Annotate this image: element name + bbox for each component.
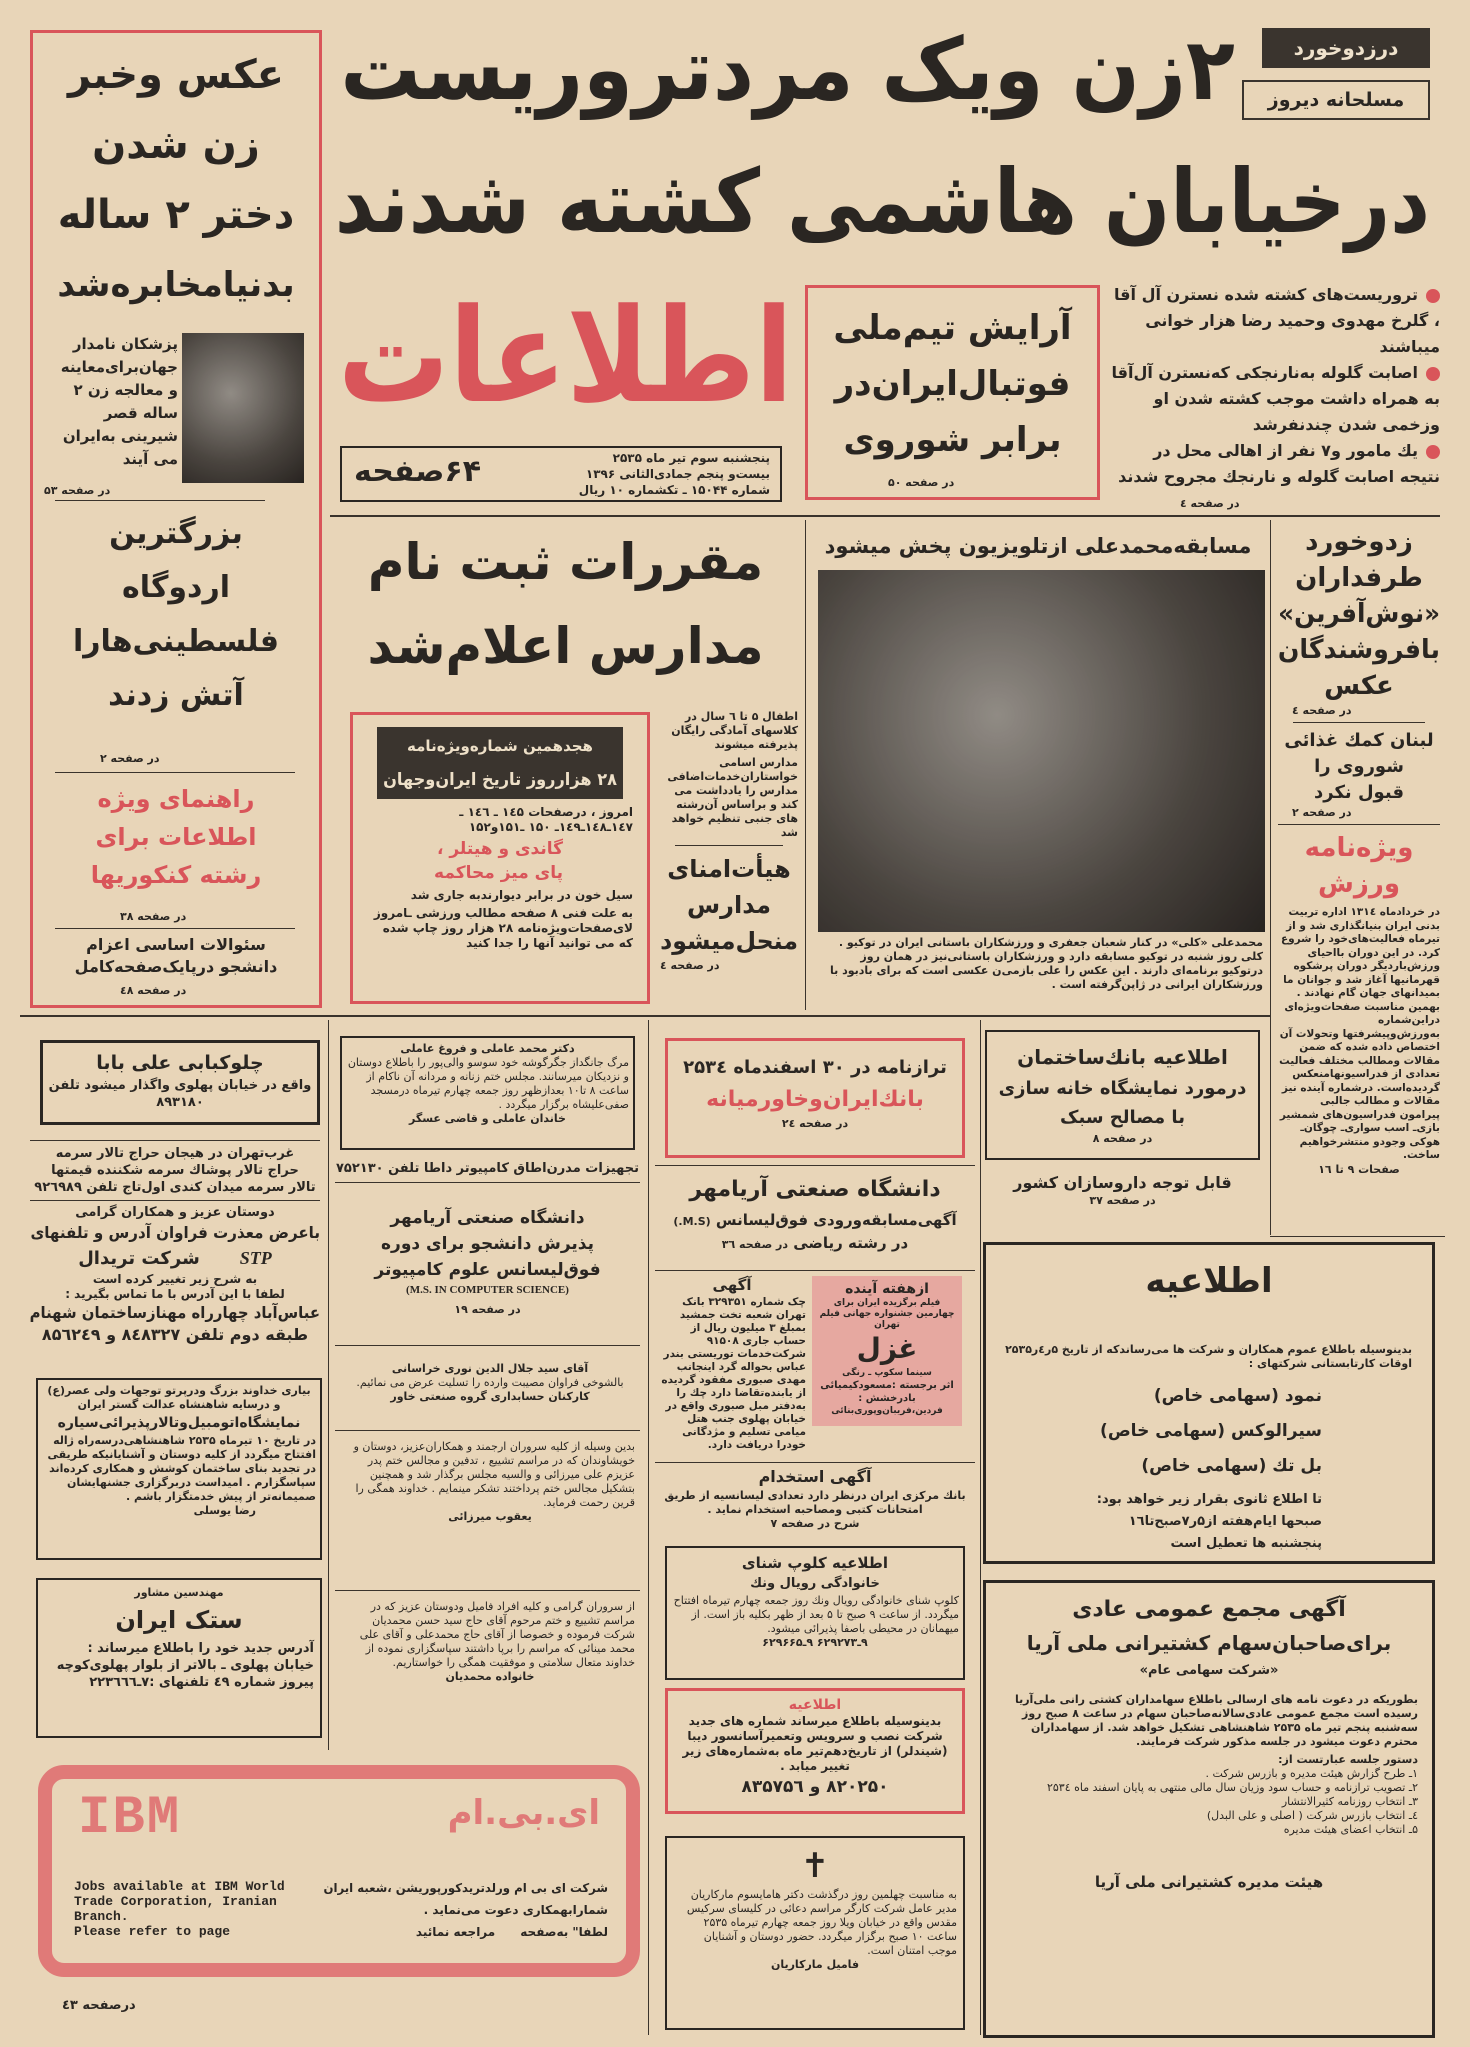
football-box (805, 285, 1100, 500)
ad-line: بانك‌ایران‌وخاورمیانه (706, 1087, 924, 1112)
memorial-ad (665, 1836, 965, 2030)
ad-line: فیلم برگزیده ایران برای چهارمین جشنواره جهانی فیلم تهران (819, 1298, 955, 1330)
ad-body: آدرس جدید خود را باطلاع میرساند : خیابان پهلوی ـ بالاتر از بلوار پهلوی‌کوچه پیروز شماره ٤۹ تلفنهای :۷ـ۲۲۳٦٦٦ (56, 1641, 314, 1690)
ad-body: مرگ جانگداز جگرگوشه خود سوسو والی‌پور را باطلاع دوستان و نزدیکان میرسانند. مجلس ختم زنانه و مردانه آن ناکام از ساعت ۸ تا۱۰ بعدازظهر روز جمعه چهارم تیرماه درمسجد صفی‌علیشاه برگزار میگردد . (347, 1056, 629, 1111)
ad-title: اطلاعیه کلوپ شنای (741, 1554, 889, 1572)
ad-line: سینما سکوپ ـ رنگی (842, 1368, 932, 1378)
divider (980, 1020, 981, 2035)
divider (335, 1182, 640, 1183)
aryamehr-ms-ad (335, 1205, 640, 1323)
headline-line: اردوگاه (121, 570, 231, 605)
agenda-item: ۳ـ انتخاب روزنامه کثیرالانتشار (1281, 1795, 1418, 1808)
fight-headline (1278, 524, 1440, 704)
special-pages (367, 805, 633, 835)
sport-body: در خردادماه ۱۳۱٤ اداره تربیت بدنی ایران بنیانگذاری شد و از تیرماه فعالیت‌های‌خود را شروع کرد. در این دوران بااحیای ورزش‌باردیگر دوران پرشکوه قهرمانیها آغاز شد و جوانان ما بمیدانهای جهان گام نهادند . بهمین مناسبت صفحات‌ویژه‌ای دراین‌شماره به‌ورزش‌وپیشرفتها وتحولات آن اختصاص داده شده که ضمن مقالات ومطالب مختلف فعالیت تعدادی از فدراسیونهامنعکس گردیده‌است. درشماره آینده نیز مقالات و مطالب جالبی پیرامون فدراسیون‌های شمشیر بازی‌ـ اسب سواری‌ـ چوگان‌ـ هوکی وجودو منتشرخواهیم ساخت. (1279, 906, 1440, 1161)
ad-sign: هیئت مدیره کشتیرانی ملی آریا (1094, 1873, 1324, 1891)
special-issue-box (350, 712, 650, 1004)
headline-line: دانشجو درپایک‌صفحه‌کامل (74, 957, 278, 976)
kicker-box: درزدوخورد (1262, 28, 1430, 68)
divider (1270, 1236, 1445, 1237)
ad-line: تالار سرمه میدان کندی اول‌تاج تلفن ۹۲٦۹۸۹ (34, 1180, 316, 1195)
headline-line: زن شدن (92, 122, 260, 168)
red-line: گاندی و هیتلر ، (436, 839, 563, 859)
company-name: نمود (سهامی خاص) (1153, 1386, 1322, 1406)
headline-line: قبول نکرد (1314, 782, 1404, 803)
ad-line: آقای سید جلال الدین نوری خراسانی (391, 1362, 589, 1375)
divider (328, 1020, 329, 1750)
divider (648, 1020, 649, 2035)
bullet-text: اصابت گلوله به‌نارنجکی که‌نسترن آل‌آقا به همراه داشت موجب کشته شدن او وزخمی شدن چندنفرشد (1111, 363, 1440, 434)
ad-title: دانشگاه صنعتی آریامهر (689, 1177, 941, 1202)
elevator-notice (665, 1688, 965, 1814)
ad-line: بادرخشش : (858, 1393, 916, 1404)
sarmeh-ad (30, 1145, 320, 1196)
ad-body: کلوپ شنای خانوادگی رویال ونك روز جمعه چهارم تیرماه افتتاح میگردد. از ساعت ۹ صبح تا ۵ بعد از ظهر بکلیه باز است. از میهمانان در محیطی باصفا پذیرائی میشود. (673, 1594, 959, 1635)
page-ref: در صفحه ۸ (1092, 1132, 1153, 1145)
date-hijri: بیست‌و پنجم جمادی‌الثانی ۱۳۹۶ (585, 467, 770, 481)
headline-bullets (1108, 282, 1440, 490)
ad-phone: ۹ـ۶۲۹۲۷۳ ۹ـ۶۲۹۶۶۵ (762, 1636, 868, 1649)
ibm-logo: IBM (78, 1788, 182, 1849)
kicker: مسلحانه دیروز (1242, 80, 1430, 120)
ad-title: آگهی (712, 1276, 752, 1294)
divider (330, 515, 1440, 517)
ad-sign: خاندان عاملی و قاضی عسگر (409, 1112, 566, 1125)
ad-body: بانك مرکزی ایران درنظر دارد تعدادی لیسانسیه از طریق امتحانات کتبی ومصاحبه استخدام نماید . (664, 1489, 966, 1516)
divider (55, 928, 295, 929)
photo-news-headline (38, 40, 314, 320)
ad-line: ترازنامه در ۳۰ اسفندماه ۲۵۳٤ (683, 1057, 947, 1078)
ad-line: فوق‌لیسانس علوم کامپیوتر (374, 1260, 601, 1280)
page-ref: شرح در صفحه ۷ (770, 1517, 860, 1530)
thanks-ad-2 (345, 1600, 635, 1684)
ad-line: دکتر محمد عاملی و فروغ عاملی (400, 1042, 575, 1055)
agenda-item: ۲ـ تصویب ترازنامه و حساب سود وزیان سال مالی منتهی به پایان اسفند ماه ۲۵۳٤ (1046, 1781, 1418, 1794)
special-item: به علت فنی ۸ صفحه مطالب ورزشی ـامروز لای‌صفحات‌ویژه‌نامه ۲۸ هزار روز چاپ شده که می توانید آنها را جدا کنید (373, 906, 633, 950)
page-ref: در صفحه ۳٦ (721, 1238, 789, 1251)
page-ref: در صفحه ۵۳ (44, 484, 111, 497)
page-ref: در صفحه ٤۸ (120, 984, 187, 997)
ad-english: (M.S. IN COMPUTER SCIENCE) (406, 1284, 569, 1296)
ad-body: بطوریکه در دعوت نامه های ارسالی باطلاع سهامداران کشتی رانی ملی‌آریا رسیده است مجمع عمومی عادی‌سالانه‌صاحبان سهام در ساعت ۸ صبح روز سه‌شنبه‌ پنجم ‌تیر ماه ۲۵۳۵ شاهنشاهی تشکیل خواهد شد. از سهامداران محترم دعوت میشود در جلسه مذکور شرکت فرمایند. (1014, 1693, 1418, 1748)
ad-line: دوستان عزیز و همکاران گرامی (75, 1205, 275, 1220)
pages-line: ۱٤۷ـ۱٤۸ـ۱٤۹ـ ۱۵۰ ـ۱۵۱و۱۵۲ (468, 820, 633, 834)
ad-body: به مناسبت چهلمین روز درگذشت دکتر هامایسوم مارکاریان مدیر عامل شرکت کارگر مراسم دعائی در کلیسای سرکیس مقدس واقع در خیابان ویلا روز جمعه چهارم تیرماه ۲۵۳۵ ساعت ۱۰ صبح برگزار میگردد. حضور دوستان و آشنایان موجب امتنان است. (686, 1888, 957, 1957)
pages-line: امروز ، درصفحات ۱٤۵ ـ ۱٤٦ ـ (459, 805, 633, 819)
ghazal-film-ad (812, 1276, 962, 1426)
ad-phone: ۸۹۳۱۸۰ (156, 1095, 204, 1110)
stp-ad (30, 1204, 320, 1346)
headline-line: بدنیامخابره‌شد (57, 265, 295, 305)
agenda-item: ٤ـ انتخاب بازرس شرکت ( اصلی و علی البدل) (1206, 1809, 1418, 1822)
bullet-item (1108, 282, 1440, 360)
ad-line: قابل توجه داروسازان کشور (1013, 1173, 1232, 1192)
ad-sign: یعقوب میرزائی (448, 1510, 532, 1523)
en-line: Jobs available at IBM World (74, 1879, 285, 1894)
ad-company (30, 1245, 320, 1272)
agenda (1000, 1767, 1418, 1837)
headline-line: اطلاعات برای (95, 823, 257, 851)
en-line: Please refer to page (74, 1924, 231, 1939)
ad-body: بالشوخی فراوان مصیبت وارده را تسلیت عرض می نمائیم. (356, 1376, 624, 1389)
divider (335, 1430, 640, 1431)
headline-line: برابر شوروی (843, 420, 1062, 460)
main-headline-line1: ۲زن ویک مردتروریست (340, 20, 1235, 120)
ad-line: غرب‌تهران در هیجان حراج تالار سرمه (55, 1146, 295, 1161)
ad-line: عباس‌آباد چهارراه مهنازساختمان شهنام (29, 1303, 320, 1322)
photo-news-caption (40, 333, 178, 471)
sport-title (1278, 830, 1440, 902)
ad-title: ستک ایران (115, 1606, 243, 1634)
divider (55, 772, 295, 773)
caption-line: می آیند (122, 450, 178, 468)
issue-number: شماره ۱۵۰۴۴ ـ تکشماره ۱۰ ریال (578, 483, 770, 497)
ad-line: لطفا با این آدرس با ما تماس بگیرید : (65, 1287, 285, 1301)
ad-line: مهندسین مشاور (134, 1586, 224, 1599)
headline-line: دختر ۲ ساله (57, 192, 295, 238)
fa-line: لطفا" به‌صفحه مراجعه نمائید (415, 1925, 608, 1939)
masthead-logo: اطلاعات (338, 280, 793, 432)
headline-line: مدارس (687, 891, 771, 919)
ad-body: بدین وسیله از کلیه سروران ارجمند و همکاران‌عزیز، دوستان و خویشاوندان که در مراسم تشییع ، تدفین و مجالس ختم پدر عزیزم علی میرزائی و والسیه مجلس برگذار شد و همچنین بتشکیل مجالس ختم پرداختند تشکر مینمایم . خداوند همگی را قرین رحمت فرماید. (353, 1440, 635, 1509)
ibm-persian-text (323, 1877, 608, 1943)
bullet-icon (1426, 289, 1440, 303)
date-gregorian: پنجشنبه سوم تیر ماه ۲۵۳۵ (612, 451, 770, 465)
headline-line: عکس وخبر (68, 52, 284, 98)
ad-line: به شرح زیر تغییر کرده است (92, 1272, 258, 1286)
divider (30, 1140, 320, 1141)
divider (30, 1200, 320, 1201)
ad-title: آگهی مجمع عمومی عادی (1072, 1597, 1346, 1622)
red-line: پای میز محاکمه (434, 863, 563, 883)
en-line: Trade Corporation, Iranian (74, 1894, 277, 1909)
right-news-column (1278, 524, 1440, 1176)
hours (1097, 1489, 1322, 1555)
bullet-icon (1426, 445, 1440, 459)
ad-line: در رشته ریاضی (793, 1234, 909, 1252)
aryamehr-math-ad (658, 1172, 972, 1256)
headline-line: «نوش‌آفرین» (1278, 599, 1440, 629)
ibm-ad (38, 1765, 640, 1977)
ad-line: آگهی‌مسابقه‌ورودی فوق‌لیسانس (715, 1211, 957, 1229)
caption-line: و معالجه زن ۲ (73, 381, 178, 399)
divider (655, 1270, 975, 1271)
chelo-ad (40, 1040, 320, 1125)
ali-photo (818, 570, 1265, 932)
headline-line: راهنمای ویژه (97, 785, 255, 813)
schools-headline (338, 520, 793, 688)
page-ref: در صفحه ۲ (100, 752, 160, 765)
ad-line: باعرض معذرت فراوان آدرس و تلفنهای (30, 1223, 320, 1242)
agenda-item: ۵ـ انتخاب اعضای هیئت مدیره (1283, 1823, 1418, 1836)
ad-line: بیاری خداوند بزرگ ودرپرتو توجهات ولی عصر(ع) (47, 1384, 311, 1397)
ad-line: ازهفته آینده (845, 1281, 929, 1297)
headline-line: بافروشندگان (1277, 635, 1440, 665)
date-box (340, 446, 782, 502)
fa-line: شرکت ای بی ام ورلدتریدکورپوریشن ،شعبه ایران (323, 1881, 608, 1895)
ad-text: واقع در خیابان پهلوی واگذار میشود تلفن (48, 1078, 312, 1093)
divider (1278, 824, 1440, 825)
trustees-headline (660, 851, 798, 959)
ad-line: خانوادگی رویال ونك (750, 1576, 880, 1591)
camp-headline (38, 507, 314, 723)
ad-title: نمایشگاه‌اتومبیل‌وتالارپذیرائی‌سیاره (57, 1415, 301, 1431)
page-ref: در صفحه ۲ (1292, 806, 1352, 819)
headline-line: آتش زدند (108, 678, 244, 713)
ad-title: آگهی استخدام (758, 1467, 872, 1486)
film-title: غزل (856, 1332, 918, 1365)
ad-line: تا اطلاع ثانوی بقرار زیر خواهد بود: (1096, 1492, 1322, 1507)
guide-headline (38, 780, 314, 894)
ad-title: چلوکبابی علی بابا (96, 1052, 264, 1074)
side-item: مدارس اسامی خواستاران‌خدمات‌اضافی مدارس را یادداشت می کند و براساس آن‌رشته های جنبی تنظیم خواهد شد (667, 756, 798, 839)
page-ref: در صفحه ٤ (660, 959, 720, 972)
ad-line: درمورد نمایشگاه خانه سازی (998, 1078, 1247, 1099)
divider (20, 1015, 1270, 1017)
cross-icon: ✝ (800, 1846, 830, 1886)
en-line: Branch. (74, 1909, 129, 1924)
notice-ad (983, 1242, 1435, 1564)
stp-logo: STP (239, 1248, 272, 1268)
headline-line: عکس (1324, 671, 1394, 701)
baby-photo (182, 333, 304, 483)
divider (1293, 722, 1425, 723)
ad-phones: ۸۲۰۲۵۰ و ۸۳۵۷۵٦ (741, 1777, 889, 1797)
page-ref: در صفحه ۳۷ (1089, 1194, 1156, 1207)
banner-line: ۲۸ هزارروز تاریخ ایران‌وجهان (383, 770, 617, 790)
agenda-title: دستور جلسه عبارتست از: (1278, 1753, 1418, 1766)
ameli-obituary (340, 1036, 635, 1150)
bullet-item (1108, 360, 1440, 438)
gandhi-hitler (367, 837, 633, 885)
football-headline (814, 300, 1091, 468)
fa-line: شمارابهمکاری دعوت می‌نماید . (423, 1903, 608, 1917)
hiring-ad (660, 1465, 970, 1530)
divider (335, 1345, 640, 1346)
headline-line: بزرگترین (109, 516, 243, 551)
headline-line: لبنان کمك غذائی (1284, 730, 1434, 751)
page-ref: در صفحه ۵۰ (888, 476, 955, 489)
agenda-item: ۱ـ طرح گزارش هیئت مدیره و بازرس شرکت . (1205, 1767, 1418, 1780)
page-ref: صفحات ۹ تا ۱٦ (1318, 1162, 1400, 1176)
ad-line: «شرکت سهامی عام» (1139, 1663, 1279, 1678)
side-item: اطفال ۵ تا ٦ سال در کلاسهای آمادگی رایگان پذیرفته میشوند (671, 710, 798, 751)
headline-line: مدارس اعلام‌شد (367, 617, 764, 675)
ad-body: در تاریخ ۱۰ تیرماه ۲۵۳۵ شاهنشاهی‌درسه‌راه ژاله افتتاح میگردد از کلیه دوستان و آشنایانیکه طریقی در تجدید بنای ساختمان کوشش و همکاری کرده‌اند سپاسگزارم . امیداست دربرگزاری جشنهایشان صمیمانه‌تر از پیش خدمتگزار باشم . (47, 1434, 316, 1503)
date-lines (579, 450, 770, 498)
bank-building-ad (985, 1030, 1260, 1160)
ad-line: دانشگاه صنعتی آریامهر (390, 1208, 585, 1228)
ad-line: اثر برجسته :مسعودکیمیائی (820, 1380, 954, 1391)
ad-line: طبقه دوم تلفن ۸٤۸۳۲۷ و ۸۵٦۲٤۹ (41, 1325, 309, 1344)
ad-sign: خانواده محمدیان (445, 1670, 535, 1683)
headline-line: فلسطینی‌هارا (72, 624, 280, 659)
ad-sign: رضا یوسلی (193, 1504, 256, 1517)
cheque-ad (658, 1274, 806, 1452)
ad-title: اطلاعیه (1145, 1261, 1273, 1301)
headline-line: هیأت‌امنای (667, 855, 791, 883)
bullet-text: تروریست‌های کشته شده نسترن آل آقا ، گلرخ مهدوی وحمید رضا هزار خوانی میباشند (1114, 285, 1440, 356)
schools-side (660, 710, 798, 972)
divider (335, 1590, 640, 1591)
ad-line: پنجشنبه ها تعطیل است (1170, 1536, 1322, 1551)
headline-line: آرایش تیم‌ملی (833, 308, 1072, 348)
bullet-text: یك مامور و۷ نفر از اهالی محل در نتیجه اصابت گلوله و نارنجك مجروح شدند (1118, 441, 1440, 486)
ad-title: اطلاعیه بانك‌ساختمان (1017, 1045, 1228, 1069)
club-ad (665, 1546, 965, 1680)
page-ref: در صفحه ٤ (1292, 704, 1352, 717)
caption-line: پزشکان نامدار (72, 335, 178, 353)
page-ref: درصفحه ٤۳ (62, 1998, 136, 2013)
ibm-logo-fa: ای.بی.ام (447, 1793, 600, 1833)
headline-line: مقررات ثبت نام (367, 533, 764, 591)
divider (55, 500, 265, 501)
title-line: ویژه‌نامه (1304, 833, 1414, 863)
caption-line: جهان‌برای‌معاینه (60, 358, 178, 376)
setak-ad (36, 1578, 322, 1738)
page-ref: در صفحه ۱۹ (454, 1303, 521, 1316)
company-list (1100, 1379, 1322, 1484)
ali-headline: مسابقه‌محمدعلی ازتلویزیون پخش میشود (824, 534, 1252, 558)
exhibition-ad (36, 1378, 322, 1560)
company-name: بل تك (سهامی خاص) (1141, 1456, 1322, 1476)
bullet-icon (1426, 367, 1440, 381)
headline-line: فوتبال‌ایران‌در (834, 364, 1071, 404)
balance-sheet-ad (665, 1038, 965, 1158)
headline-line: طرفداران (1295, 563, 1423, 593)
ad-line: فردین،فریبان‌و‌پوری‌بنائی (831, 1406, 943, 1416)
divider (655, 1462, 975, 1463)
ad-body: چک شماره ۳۲۹۳۵۱ بانک تهران شعبه تخت جمشید بمبلغ ۳ میلیون ریال از حساب جاری ۹۱۵۰۸ شرکت‌خدمات توریستی بندر عباس بحواله گرد اینجانب مهدی صبوری مفقود گردیده از یابنده‌تقاضا دارد چك را به‌دفتر مبل صبوری واقع در خیابان پهلوی جنب هتل میامی تسلیم و مژدگانی خودرا دریافت دارد. (661, 1296, 806, 1451)
pharma-ad (985, 1172, 1260, 1207)
page-ref: در صفحه ۳۸ (120, 910, 187, 923)
ad-sign: کارکنان حسابداری گروه صنعتی خاور (390, 1390, 590, 1403)
special-item: سیل خون در برابر دیوارندبه جاری شد (410, 888, 633, 902)
questions-headline (38, 934, 314, 978)
ad-title: اطلاعیه (788, 1697, 842, 1713)
ad-sign: فامیل مارکاریان (770, 1958, 860, 1971)
title-line: ورزش (1318, 869, 1400, 899)
ad-line: صبحها ایام‌هفته از۵ر۷صبح‌تا۱٦ (1128, 1514, 1322, 1529)
page-count: ۶۴صفحه (354, 454, 482, 489)
lebanon-headline (1278, 728, 1440, 806)
company-name: شرکت تریدال (78, 1248, 200, 1269)
ad-body: بدینوسیله باطلاع میرساند شماره های جدید شرکت نصب و سرویس وتعمیرآسانسور دیبا (شیندلر) از تاریخ‌دهم‌تیر ماه به‌شماره‌های زیر تغییر میابد . (682, 1714, 948, 1773)
ad-line: برای‌صاحبان‌سهام کشتیرانی ملی آریا (1026, 1631, 1392, 1655)
headline-line: سئوالات اساسی اعزام (86, 935, 266, 954)
headline-line: زدوخورد (1305, 527, 1413, 557)
bullet-item (1108, 438, 1440, 490)
divider (1270, 520, 1271, 1235)
ad-line: حراج تالار پوشاك سرمه شکننده قیمتها (51, 1163, 299, 1178)
datatel-ad: تجهیزات مدرن‌اطاق کامپیوتر داطا تلفن ۷۵۲۱۳۰ (335, 1161, 640, 1176)
main-headline-line2: درخیابان هاشمی کشته شدند (334, 150, 1430, 253)
assembly-ad (983, 1580, 1435, 2038)
ibm-english-text (74, 1879, 319, 1939)
company-name: سیرالوکس (سهامی خاص) (1100, 1421, 1322, 1441)
headline-line: شوروی را (1314, 756, 1404, 777)
page-ref: در صفحه ۲٤ (781, 1117, 849, 1130)
caption-line: شیرینی به‌ایران (62, 427, 178, 445)
headline-line: منحل‌میشود (660, 927, 798, 955)
ad-line: با مصالح سبک (1060, 1107, 1185, 1128)
ali-caption: محمدعلی «کلی» در کنار شعبان جعفری و ورزشکاران باستانی ایران در توکیو . کلی روز شنبه در توکیو مسابقه دارد و ورزشکاران باستانی‌نیز در همان روز درتوکیو برنامه‌ای دارند . این عکس‌ را ‌علی بازمی‌ن عکسی است که برای بادبود با ورزشکاران ایرانی در ژاپن‌گرفته است . (830, 936, 1263, 991)
page-ref: در صفحه ٤ (1180, 497, 1240, 510)
condolence-ad (345, 1362, 635, 1404)
divider (675, 845, 783, 846)
thanks-ad (345, 1440, 635, 1524)
divider (655, 1165, 975, 1166)
ad-line: و درسایه شاهنشاه عدالت گستر ایران (77, 1398, 281, 1411)
special-banner (377, 727, 623, 799)
caption-line: ساله قصر (103, 404, 178, 422)
banner-line: هجدهمین شماره‌ویژه‌نامه (407, 737, 593, 755)
divider (805, 520, 806, 1010)
ad-ms: (M.S.) (673, 1215, 711, 1228)
ad-body: از سروران گرامی و کلیه افراد فامیل ودوستان عزیز که در مراسم تشییع و ختم مرحوم آقای حاج سید حسن محمدیان شرکت فرموده و خصوصا از آقای حاج محمد‌علی و آقای علی محمد مینائی که مراسم را برپا داشتند سپاسگزاری نموده از خداوند متعال سلامتی و موفقیت همگی را خواستاریم. (359, 1600, 635, 1669)
ad-line: پذیرش دانشجو برای دوره (381, 1234, 594, 1254)
headline-line: رشته کنکوریها (90, 861, 262, 889)
ad-intro: بدینوسیله باطلاع عموم همکاران و شرکت ها می‌رساندکه از تاریخ ۵ر٤ر۲۵۳۵ اوقات کارتابستانی شرکتهای : (1005, 1343, 1412, 1370)
